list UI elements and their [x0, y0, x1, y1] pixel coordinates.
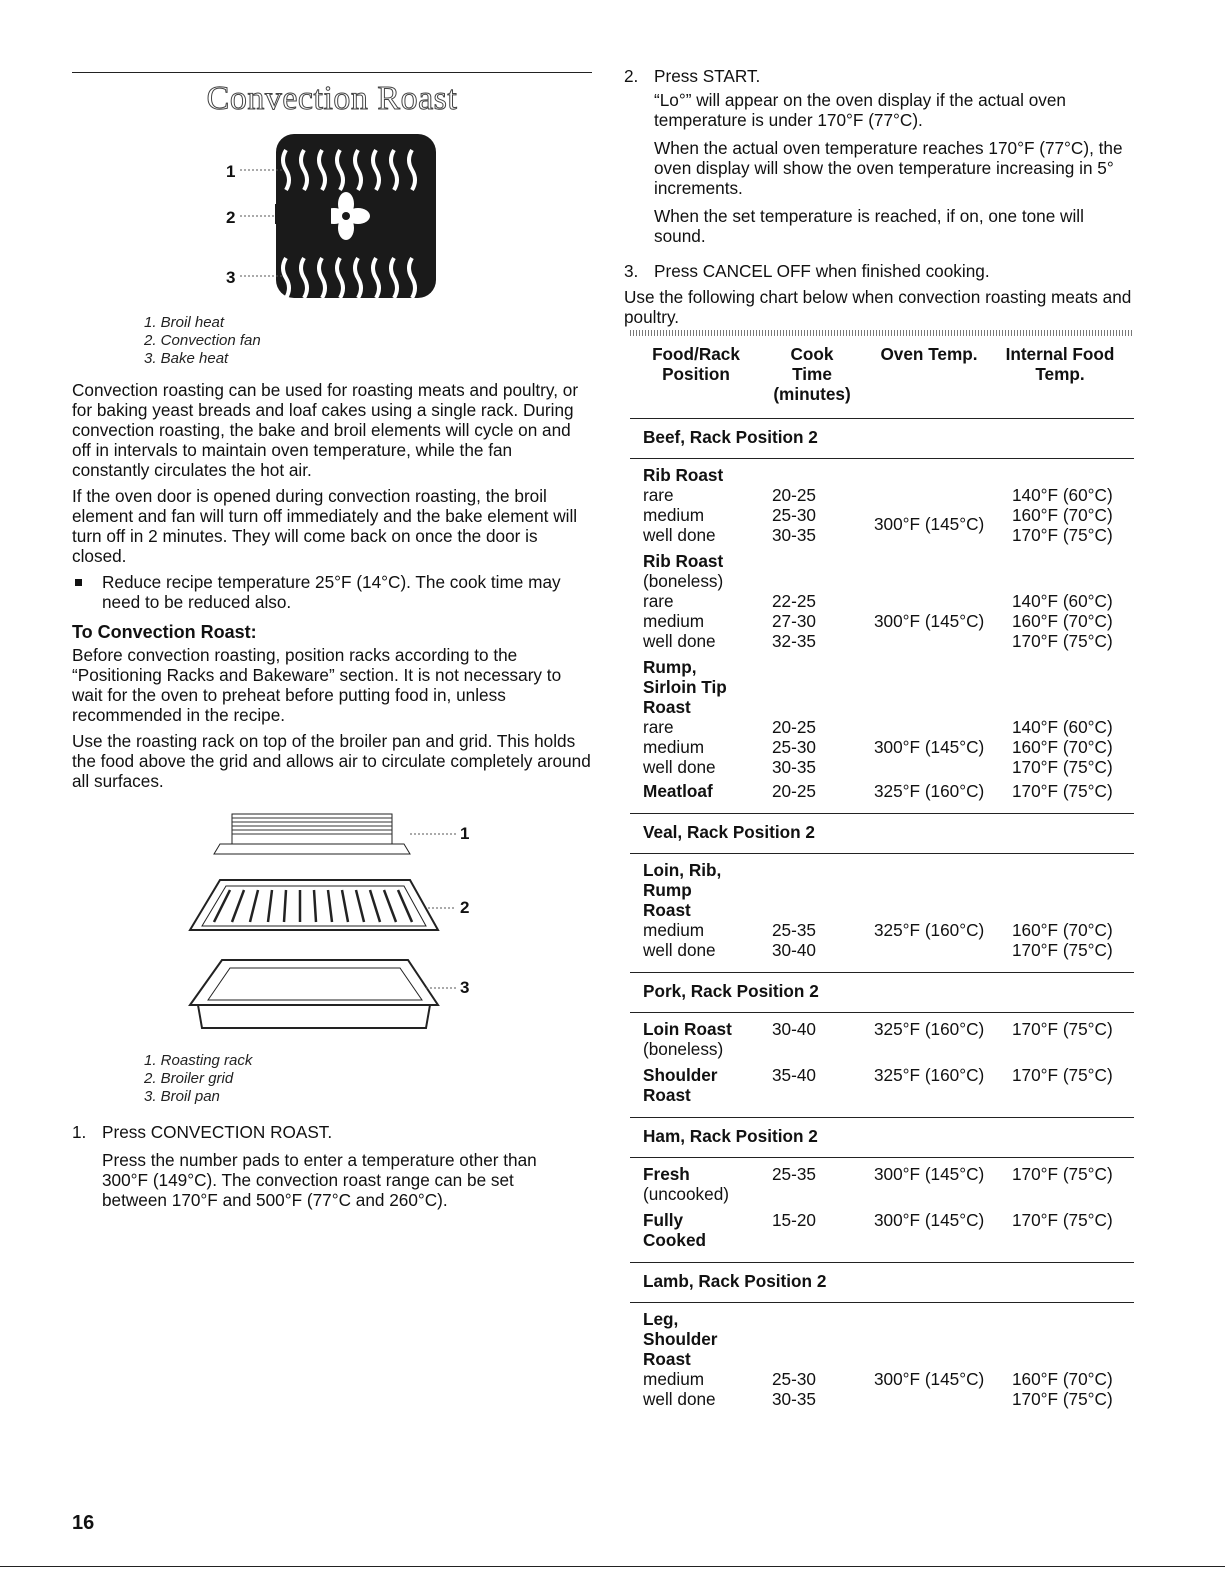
- step-2: [624, 66, 1140, 254]
- cook-time: 25-35: [772, 1164, 816, 1184]
- internal-temp: 170°F (75°C): [1012, 1389, 1113, 1409]
- group-veal: Veal, Rack Position 2: [643, 822, 815, 842]
- legend-item: 3. Bake heat: [144, 350, 229, 367]
- internal-temp: 160°F (70°C): [1012, 1369, 1113, 1389]
- broil-pan: [190, 960, 438, 1028]
- legend-item: 3. Broil pan: [144, 1088, 220, 1105]
- food-name: Rump: [643, 880, 692, 900]
- cook-time: 25-30: [772, 737, 816, 757]
- roasting-pan-diagram: [180, 810, 470, 1040]
- tip-bullet: [72, 572, 592, 612]
- step-text: Press the number pads to enter a temperature other than 300°F (149°C). The convection roast range can be set between 170°F and 500°F (77°C and 260°C).: [102, 1150, 537, 1210]
- food-name: Leg,: [643, 1309, 679, 1329]
- convection-oven-diagram: [220, 128, 450, 308]
- food-name: Rib Roast: [643, 551, 724, 571]
- step-number: 1.: [72, 1122, 87, 1142]
- internal-temp: 160°F (70°C): [1012, 737, 1113, 757]
- oven-temp: 300°F (145°C): [874, 737, 985, 757]
- group-ham: Ham, Rack Position 2: [643, 1126, 818, 1146]
- step-text: “Lo°” will appear on the oven display if the actual oven temperature is under 170°F (77°C).: [654, 90, 1066, 130]
- intro-paragraph: If the oven door is opened during convection roasting, the broil element and fan will turn off immediately and the bake element will turn off in 2 minutes. They will come back on once the door is closed.: [72, 486, 578, 566]
- intro-text: [72, 380, 592, 797]
- oven-temp: 300°F (145°C): [874, 611, 985, 631]
- cook-time: 20-25: [772, 485, 816, 505]
- internal-temp: 170°F (75°C): [1012, 1019, 1113, 1039]
- internal-temp: 170°F (75°C): [1012, 1065, 1113, 1085]
- doneness: medium: [643, 1369, 705, 1389]
- internal-temp: 140°F (60°C): [1012, 717, 1113, 737]
- legend-item: 1. Roasting rack: [144, 1052, 253, 1069]
- internal-temp: 170°F (75°C): [1012, 781, 1113, 801]
- bullet-square-icon: [75, 579, 82, 586]
- subheading: To Convection Roast:: [72, 622, 257, 642]
- lamb-roast: [630, 1303, 1134, 1415]
- doneness: medium: [643, 505, 705, 525]
- roast-paragraph: Use the roasting rack on top of the broiler pan and grid. This holds the food above the grid and allows air to circulate completely around all surfaces.: [72, 731, 591, 791]
- cook-time: 22-25: [772, 591, 816, 611]
- doneness: well done: [643, 1389, 716, 1409]
- roasting-rack: [214, 814, 410, 854]
- legend-item: 2. Broiler grid: [144, 1070, 234, 1087]
- oven-temp: 300°F (145°C): [874, 514, 985, 534]
- diagram2-callout-2: 2: [460, 898, 470, 917]
- cook-time: 35-40: [772, 1065, 816, 1085]
- cook-time: 32-35: [772, 631, 816, 651]
- food-subtitle: (boneless): [643, 571, 724, 591]
- doneness: rare: [643, 717, 674, 737]
- doneness: medium: [643, 920, 705, 940]
- step-1: [72, 1122, 572, 1218]
- food-name: Sirloin Tip: [643, 677, 727, 697]
- oven-temp: 325°F (160°C): [874, 781, 985, 801]
- step-text: When the set temperature is reached, if on, one tone will sound.: [654, 206, 1084, 246]
- cook-time: 25-30: [772, 505, 816, 525]
- col-header-time: Cook Time (minutes): [773, 344, 851, 404]
- internal-temp: 170°F (75°C): [1012, 1210, 1113, 1230]
- oven-temp: 325°F (160°C): [874, 920, 985, 940]
- cook-time: 25-35: [772, 920, 816, 940]
- internal-temp: 170°F (75°C): [1012, 757, 1113, 777]
- internal-temp: 170°F (75°C): [1012, 525, 1113, 545]
- cook-time: 15-20: [772, 1210, 816, 1230]
- internal-temp: 170°F (75°C): [1012, 631, 1113, 651]
- cook-time: 20-25: [772, 717, 816, 737]
- doneness: rare: [643, 591, 674, 611]
- cook-time: 30-35: [772, 1389, 816, 1409]
- doneness: well done: [643, 631, 716, 651]
- diagram2-callout-1: 1: [460, 824, 470, 843]
- diagram1-callout-2: 2: [226, 208, 236, 227]
- ham-roasts: [630, 1158, 1134, 1256]
- food-subtitle: (boneless): [643, 1039, 724, 1059]
- internal-temp: 140°F (60°C): [1012, 591, 1113, 611]
- food-name: Shoulder: [643, 1329, 718, 1349]
- step-text: Press CANCEL OFF when finished cooking.: [654, 261, 990, 281]
- food-name: Roast: [643, 900, 691, 920]
- top-rule: [72, 72, 592, 73]
- food-name: Roast: [643, 697, 691, 717]
- cook-time: 30-35: [772, 757, 816, 777]
- section-title: Convection Roast: [206, 80, 458, 117]
- chart-intro: Use the following chart below when convection roasting meats and poultry.: [624, 287, 1132, 327]
- internal-temp: 160°F (70°C): [1012, 611, 1113, 631]
- intro-paragraph: Convection roasting can be used for roasting meats and poultry, or for baking yeast breads and loaf cakes using a single rack. During convection roasting, the bake and broil elements will cycle on and off in intervals to maintain oven temperature, while the fan constantly circulates the hot air.: [72, 380, 579, 480]
- food-name: Meatloaf: [643, 781, 713, 801]
- veal-roast: [630, 854, 1134, 966]
- pork-roasts: [630, 1013, 1134, 1111]
- doneness: rare: [643, 485, 674, 505]
- internal-temp: 170°F (75°C): [1012, 940, 1113, 960]
- table-dotted-rule: [630, 330, 1134, 336]
- roast-paragraph: Before convection roasting, position racks according to the “Positioning Racks and Bakeware” section. It is not necessary to wait for the oven to preheat before putting food in, unless recommended in the recipe.: [72, 645, 562, 725]
- doneness: well done: [643, 757, 716, 777]
- food-name: Roast: [643, 1085, 691, 1105]
- diagram1-callout-3: 3: [226, 268, 236, 287]
- group-pork: Pork, Rack Position 2: [643, 981, 819, 1001]
- doneness: medium: [643, 611, 705, 631]
- cook-time: 20-25: [772, 781, 816, 801]
- diagram1-legend: [144, 314, 261, 368]
- internal-temp: 160°F (70°C): [1012, 920, 1113, 940]
- table-header: [630, 344, 1134, 418]
- internal-temp: 160°F (70°C): [1012, 505, 1113, 525]
- page-number: 16: [72, 1512, 95, 1534]
- oven-temp: 300°F (145°C): [874, 1210, 985, 1230]
- group-beef: Beef, Rack Position 2: [643, 427, 818, 447]
- beef-rib-roast: [630, 459, 1134, 807]
- food-subtitle: (uncooked): [643, 1184, 729, 1204]
- step-text: Press CONVECTION ROAST.: [102, 1122, 333, 1142]
- food-name: Roast: [643, 1349, 691, 1369]
- oven-temp: 300°F (145°C): [874, 1369, 985, 1389]
- bottom-rule: [0, 1566, 1225, 1567]
- food-name: Shoulder: [643, 1065, 718, 1085]
- step-text: Press START.: [654, 66, 761, 86]
- step-3: [624, 261, 1140, 289]
- food-name: Loin, Rib,: [643, 860, 722, 880]
- food-name: Cooked: [643, 1230, 707, 1250]
- food-name: Fully: [643, 1210, 684, 1230]
- internal-temp: 170°F (75°C): [1012, 1164, 1113, 1184]
- oven-temp: 300°F (145°C): [874, 1164, 985, 1184]
- step-number: 3.: [624, 261, 639, 281]
- legend-item: 1. Broil heat: [144, 314, 225, 331]
- internal-temp: 140°F (60°C): [1012, 485, 1113, 505]
- roasting-table: [630, 330, 1134, 1415]
- cook-time: 30-35: [772, 525, 816, 545]
- oven-temp: 325°F (160°C): [874, 1065, 985, 1085]
- step-number: 2.: [624, 66, 639, 86]
- food-name: Fresh: [643, 1164, 690, 1184]
- step-text: When the actual oven temperature reaches 170°F (77°C), the oven display will show the oven temperature increasing in 5° increments.: [654, 138, 1123, 198]
- group-lamb: Lamb, Rack Position 2: [643, 1271, 827, 1291]
- diagram1-callout-1: 1: [226, 162, 236, 181]
- diagram2-callout-3: 3: [460, 978, 470, 997]
- cook-time: 25-30: [772, 1369, 816, 1389]
- legend-item: 2. Convection fan: [144, 332, 261, 349]
- broiler-grid: [190, 880, 438, 930]
- doneness: well done: [643, 525, 716, 545]
- col-header-internal: Internal Food Temp.: [1005, 344, 1115, 384]
- oven-temp: 325°F (160°C): [874, 1019, 985, 1039]
- cook-time: 30-40: [772, 1019, 816, 1039]
- cook-time: 27-30: [772, 611, 816, 631]
- doneness: medium: [643, 737, 705, 757]
- food-name: Loin Roast: [643, 1019, 732, 1039]
- diagram2-legend: [144, 1052, 252, 1106]
- cook-time: 30-40: [772, 940, 816, 960]
- doneness: well done: [643, 940, 716, 960]
- food-name: Rump,: [643, 657, 697, 677]
- col-header-food: Food/Rack Position: [652, 344, 740, 384]
- tip-text: Reduce recipe temperature 25°F (14°C). The cook time may need to be reduced also.: [102, 572, 561, 612]
- col-header-oven: Oven Temp.: [880, 344, 978, 364]
- food-name: Rib Roast: [643, 465, 724, 485]
